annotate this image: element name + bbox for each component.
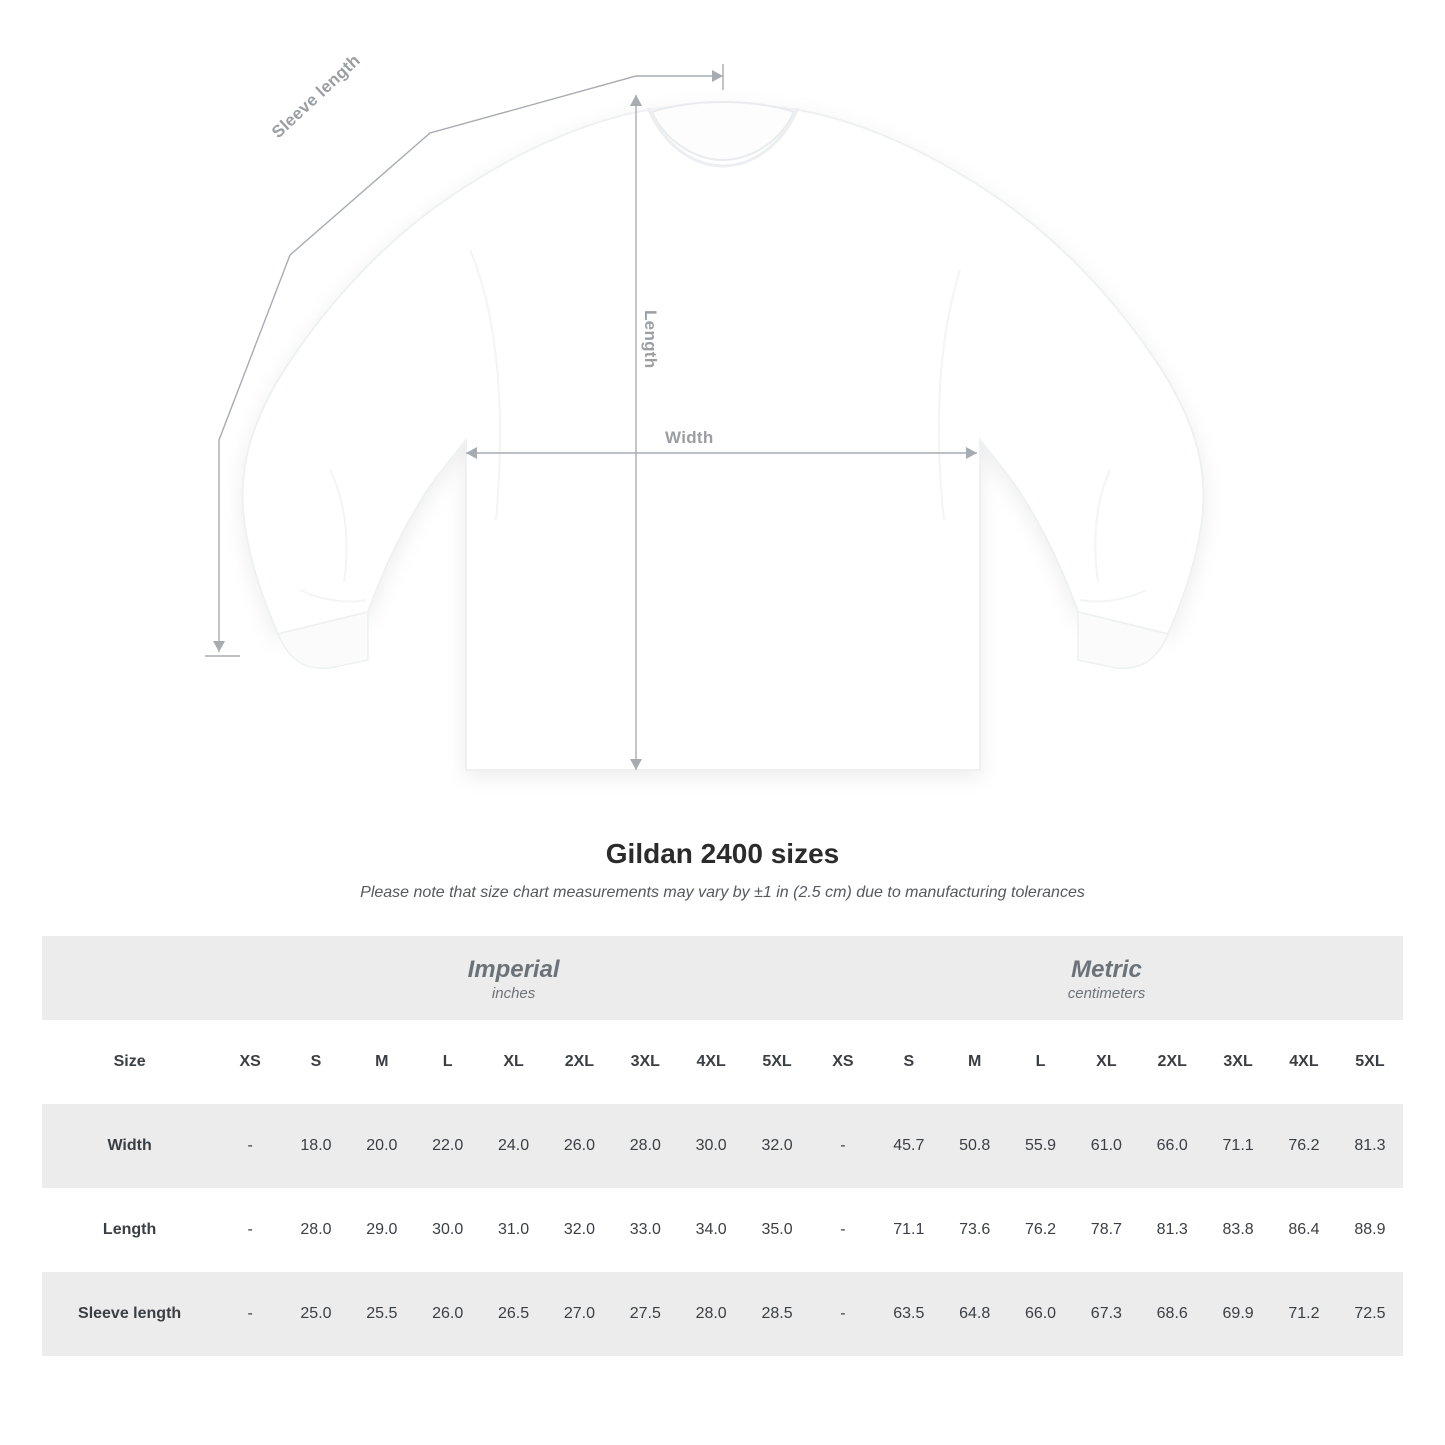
size-header-imperial-5xl: 5XL: [744, 1020, 810, 1104]
size-header-row: [42, 1020, 1403, 1104]
unit-group-metric-name: Metric: [1071, 955, 1142, 983]
size-header-imperial-m: M: [349, 1020, 415, 1104]
cell-length-metric-4xl: 86.4: [1271, 1188, 1337, 1272]
size-header-imperial-xs: XS: [217, 1020, 283, 1104]
cell-width-imperial-3xl: 28.0: [612, 1104, 678, 1188]
cell-width-metric-4xl: 76.2: [1271, 1104, 1337, 1188]
cell-width-metric-xl: 61.0: [1073, 1104, 1139, 1188]
size-header-metric-5xl: 5XL: [1337, 1020, 1403, 1104]
size-header-metric-3xl: 3XL: [1205, 1020, 1271, 1104]
cell-length-imperial-5xl: 35.0: [744, 1188, 810, 1272]
cell-sleeve-imperial-3xl: 27.5: [612, 1272, 678, 1356]
cell-sleeve-imperial-m: 25.5: [349, 1272, 415, 1356]
cell-width-metric-3xl: 71.1: [1205, 1104, 1271, 1188]
row-label-width: Width: [42, 1104, 217, 1188]
cell-length-metric-m: 73.6: [942, 1188, 1008, 1272]
cell-length-metric-3xl: 83.8: [1205, 1188, 1271, 1272]
unit-header-row: [42, 936, 1403, 1020]
shirt-shape: [242, 104, 1203, 770]
length-dimension-label: Length: [641, 310, 660, 369]
cell-sleeve-imperial-2xl: 27.0: [546, 1272, 612, 1356]
size-header-imperial-l: L: [415, 1020, 481, 1104]
size-table: [42, 936, 1403, 1356]
size-header-metric-l: L: [1008, 1020, 1074, 1104]
size-table-wrapper: [42, 936, 1403, 1356]
cell-sleeve-imperial-xl: 26.5: [481, 1272, 547, 1356]
cell-width-metric-xs: -: [810, 1104, 876, 1188]
row-label-length: Length: [42, 1188, 217, 1272]
cell-sleeve-metric-xs: -: [810, 1272, 876, 1356]
size-header-imperial-2xl: 2XL: [546, 1020, 612, 1104]
cell-width-imperial-m: 20.0: [349, 1104, 415, 1188]
cell-sleeve-imperial-4xl: 28.0: [678, 1272, 744, 1356]
size-header-imperial-4xl: 4XL: [678, 1020, 744, 1104]
cell-length-imperial-s: 28.0: [283, 1188, 349, 1272]
cell-width-imperial-s: 18.0: [283, 1104, 349, 1188]
cell-width-imperial-2xl: 26.0: [546, 1104, 612, 1188]
table-row-width: [42, 1104, 1403, 1188]
cell-sleeve-imperial-xs: -: [217, 1272, 283, 1356]
cell-width-imperial-xl: 24.0: [481, 1104, 547, 1188]
title-block: [0, 838, 1445, 902]
sleeve-length-dimension-label: Sleeve length: [268, 50, 364, 142]
cell-length-imperial-xl: 31.0: [481, 1188, 547, 1272]
cell-length-metric-s: 71.1: [876, 1188, 942, 1272]
size-header-imperial-s: S: [283, 1020, 349, 1104]
size-header-imperial-3xl: 3XL: [612, 1020, 678, 1104]
unit-group-metric: [810, 936, 1403, 1020]
size-header-metric-4xl: 4XL: [1271, 1020, 1337, 1104]
size-header-label: Size: [42, 1020, 217, 1104]
cell-sleeve-imperial-s: 25.0: [283, 1272, 349, 1356]
size-header-imperial-xl: XL: [481, 1020, 547, 1104]
cell-length-metric-5xl: 88.9: [1337, 1188, 1403, 1272]
size-header-metric-s: S: [876, 1020, 942, 1104]
table-row-sleeve-length: [42, 1272, 1403, 1356]
unit-group-imperial-sub: inches: [491, 984, 536, 1002]
unit-group-imperial-name: Imperial: [467, 955, 560, 983]
size-header-metric-2xl: 2XL: [1139, 1020, 1205, 1104]
size-header-metric-xs: XS: [810, 1020, 876, 1104]
cell-sleeve-imperial-5xl: 28.5: [744, 1272, 810, 1356]
cell-sleeve-metric-s: 63.5: [876, 1272, 942, 1356]
cell-width-metric-m: 50.8: [942, 1104, 1008, 1188]
table-row-length: [42, 1188, 1403, 1272]
cell-sleeve-metric-3xl: 69.9: [1205, 1272, 1271, 1356]
width-dimension-label: Width: [665, 428, 714, 447]
cell-sleeve-imperial-l: 26.0: [415, 1272, 481, 1356]
cell-width-metric-2xl: 66.0: [1139, 1104, 1205, 1188]
cell-width-imperial-xs: -: [217, 1104, 283, 1188]
cell-sleeve-metric-xl: 67.3: [1073, 1272, 1139, 1356]
cell-sleeve-metric-2xl: 68.6: [1139, 1272, 1205, 1356]
cell-width-metric-5xl: 81.3: [1337, 1104, 1403, 1188]
cell-width-metric-l: 55.9: [1008, 1104, 1074, 1188]
page-title: Gildan 2400 sizes: [605, 838, 840, 869]
tolerance-note: Please note that size chart measurements may vary by ±1 in (2.5 cm) due to manufacturing tolerances: [360, 884, 1085, 901]
cell-width-imperial-4xl: 30.0: [678, 1104, 744, 1188]
cell-length-imperial-xs: -: [217, 1188, 283, 1272]
cell-sleeve-metric-l: 66.0: [1008, 1272, 1074, 1356]
cell-length-imperial-l: 30.0: [415, 1188, 481, 1272]
cell-sleeve-metric-m: 64.8: [942, 1272, 1008, 1356]
cell-sleeve-metric-5xl: 72.5: [1337, 1272, 1403, 1356]
cell-sleeve-metric-4xl: 71.2: [1271, 1272, 1337, 1356]
cell-length-metric-2xl: 81.3: [1139, 1188, 1205, 1272]
cell-length-metric-xl: 78.7: [1073, 1188, 1139, 1272]
unit-group-imperial: [217, 936, 810, 1020]
cell-length-imperial-3xl: 33.0: [612, 1188, 678, 1272]
cell-width-metric-s: 45.7: [876, 1104, 942, 1188]
cell-length-imperial-2xl: 32.0: [546, 1188, 612, 1272]
row-label-sleeve-length: Sleeve length: [42, 1272, 217, 1356]
cell-length-imperial-m: 29.0: [349, 1188, 415, 1272]
size-header-metric-xl: XL: [1073, 1020, 1139, 1104]
cell-length-metric-l: 76.2: [1008, 1188, 1074, 1272]
unit-group-metric-sub: centimeters: [1067, 984, 1146, 1002]
size-header-metric-m: M: [942, 1020, 1008, 1104]
unit-header-spacer: [42, 936, 217, 1020]
cell-width-imperial-5xl: 32.0: [744, 1104, 810, 1188]
cell-width-imperial-l: 22.0: [415, 1104, 481, 1188]
cell-length-metric-xs: -: [810, 1188, 876, 1272]
cell-length-imperial-4xl: 34.0: [678, 1188, 744, 1272]
